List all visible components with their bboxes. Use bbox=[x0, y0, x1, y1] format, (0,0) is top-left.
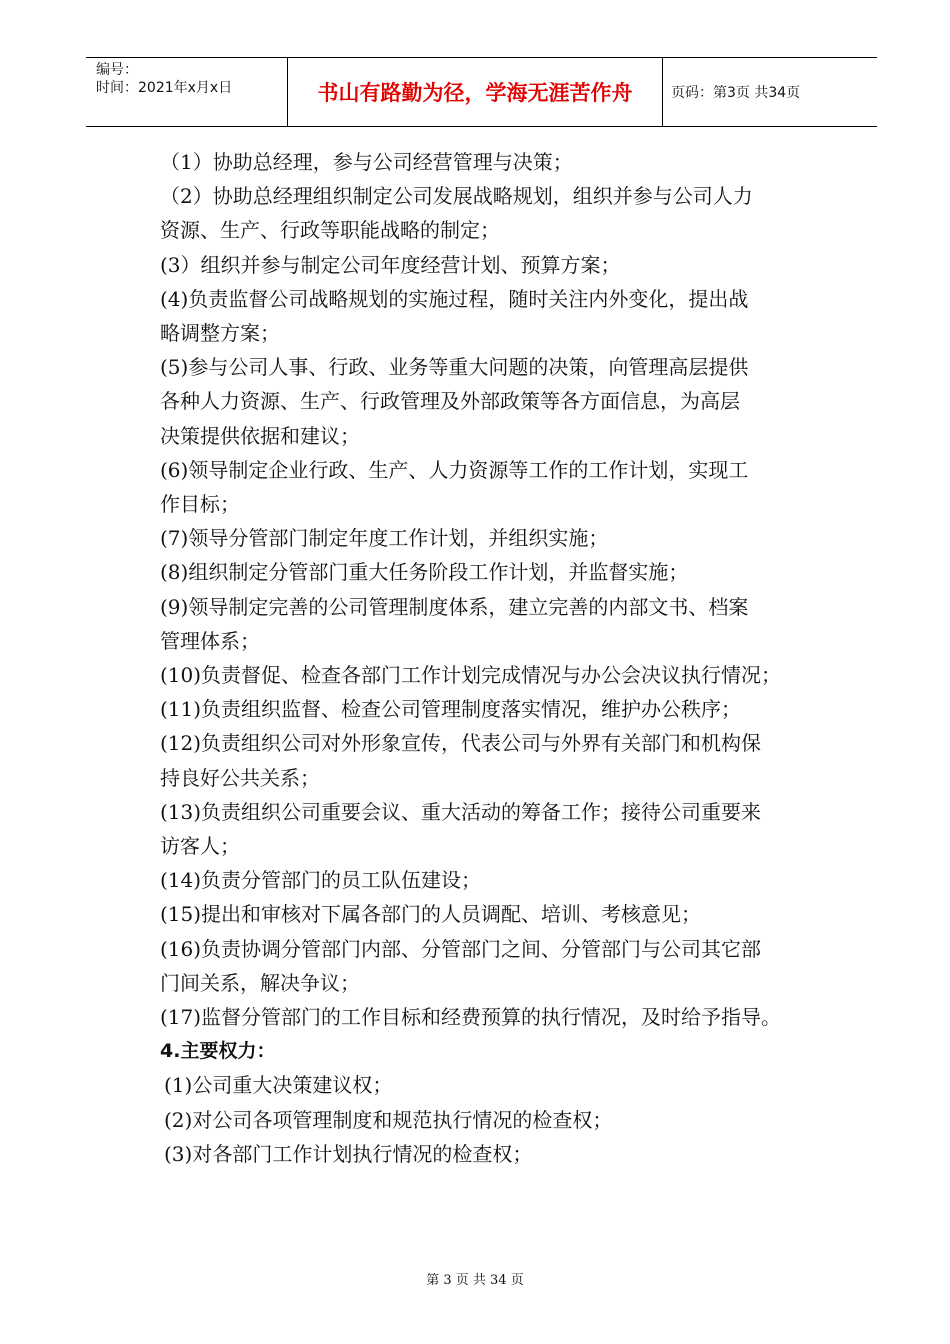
text-line: (17)监督分管部门的工作目标和经费预算的执行情况，及时给予指导。 bbox=[160, 1005, 782, 1030]
text-line: (9)领导制定完善的公司管理制度体系，建立完善的内部文书、档案 bbox=[160, 594, 749, 619]
power-item: (3)对各部门工作计划执行情况的检查权； bbox=[164, 1141, 533, 1166]
text-line: (12)负责组织公司对外形象宣传，代表公司与外界有关部门和机构保 bbox=[160, 731, 762, 756]
text-line: (10)负责督促、检查各部门工作计划完成情况与办公会决议执行情况； bbox=[160, 663, 782, 688]
text-line: (15)提出和审核对下属各部门的人员调配、培训、考核意见； bbox=[160, 902, 702, 927]
text-line: （1）协助总经理，参与公司经营管理与决策； bbox=[160, 150, 573, 174]
text-line: 略调整方案； bbox=[160, 321, 280, 346]
text-line: (5)参与公司人事、行政、业务等重大问题的决策，向管理高层提供 bbox=[160, 355, 749, 380]
text-line: 访客人； bbox=[160, 834, 240, 859]
time-label: 时间：2021年x月x日 bbox=[96, 80, 233, 96]
header-motto: 书山有路勤为径，学海无涯苦作舟 bbox=[288, 58, 663, 126]
text-line: 作目标； bbox=[160, 492, 240, 517]
text-line: 门间关系，解决争议； bbox=[160, 970, 360, 995]
page-footer: 第 3 页 共 34 页 bbox=[426, 1273, 524, 1288]
text-line: 各种人力资源、生产、行政管理及外部政策等各方面信息，为高层 bbox=[160, 389, 740, 414]
text-line: (16)负责协调分管部门内部、分管部门之间、分管部门与公司其它部 bbox=[160, 936, 762, 961]
text-line: 持良好公共关系； bbox=[160, 765, 320, 790]
text-line: (3）组织并参与制定公司年度经营计划、预算方案； bbox=[160, 252, 621, 277]
document-header bbox=[86, 57, 877, 127]
header-meta bbox=[86, 58, 288, 126]
section-heading: 4.主要权力： bbox=[160, 1040, 276, 1063]
text-line: 管理体系； bbox=[160, 628, 260, 653]
text-line: (14)负责分管部门的员工队伍建设； bbox=[160, 868, 482, 893]
text-line: (4)负责监督公司战略规划的实施过程，随时关注内外变化，提出战 bbox=[160, 286, 749, 311]
power-item: (2)对公司各项管理制度和规范执行情况的检查权； bbox=[164, 1107, 613, 1132]
text-line: 决策提供依据和建议； bbox=[160, 423, 360, 448]
text-line: (13)负责组织公司重要会议、重大活动的筹备工作；接待公司重要来 bbox=[160, 799, 762, 824]
text-line: (11)负责组织监督、检查公司管理制度落实情况，维护办公秩序； bbox=[160, 697, 742, 722]
header-page-info: 页码：第3页 共34页 bbox=[671, 85, 801, 101]
document-body bbox=[160, 145, 850, 1171]
text-line: 资源、生产、行政等职能战略的制定； bbox=[160, 218, 500, 243]
text-line: (8)组织制定分管部门重大任务阶段工作计划，并监督实施； bbox=[160, 560, 689, 585]
power-item: (1)公司重大决策建议权； bbox=[164, 1073, 393, 1098]
text-line: (6)领导制定企业行政、生产、人力资源等工作的工作计划，实现工 bbox=[160, 457, 749, 482]
number-label: 编号： bbox=[96, 62, 138, 78]
text-line: （2）协助总经理组织制定公司发展战略规划，组织并参与公司人力 bbox=[160, 184, 753, 209]
text-line: (7)领导分管部门制定年度工作计划，并组织实施； bbox=[160, 526, 609, 551]
